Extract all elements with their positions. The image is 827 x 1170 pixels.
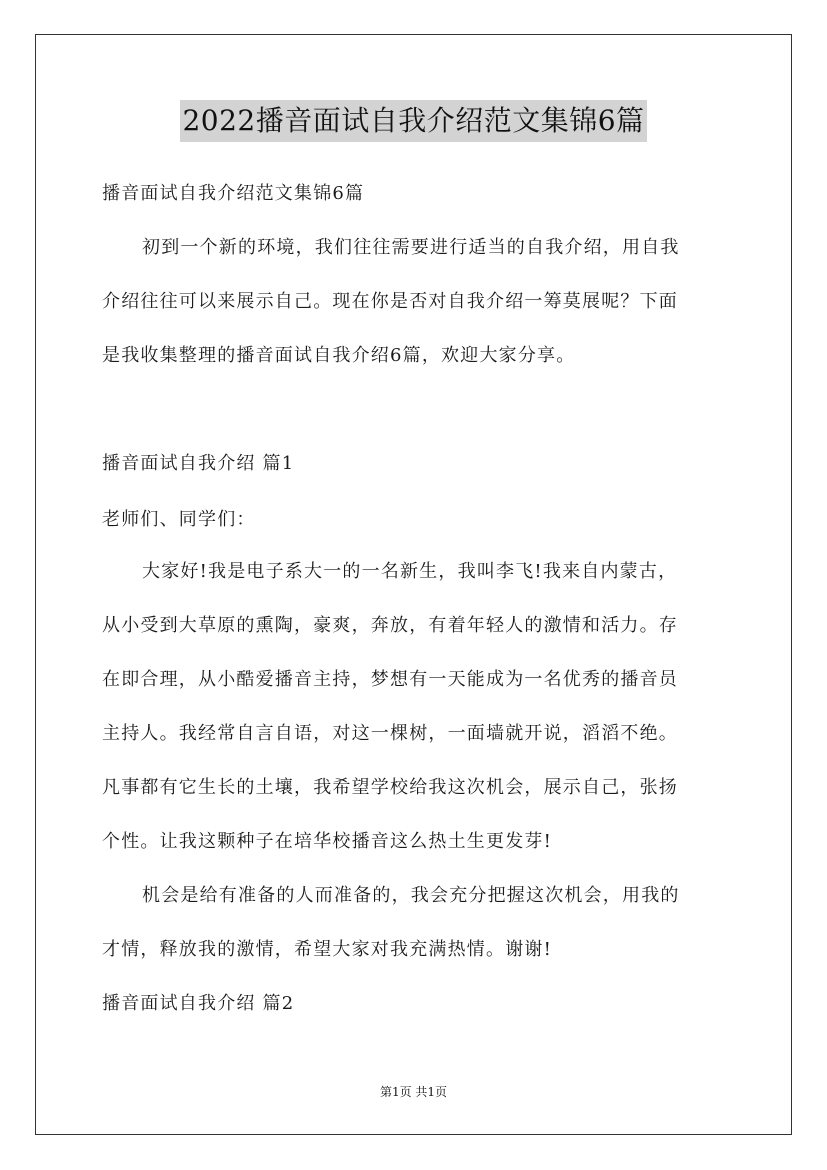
subtitle-line: 播音面试自我介绍范文集锦6篇	[102, 183, 365, 204]
body-paragraph-1-line-4: 主持人。我经常自言自语，对这一棵树，一面墙就开说，滔滔不绝。	[102, 723, 678, 744]
body-paragraph-1-line-2: 从小受到大草原的熏陶，豪爽，奔放，有着年轻人的激情和活力。存	[102, 615, 678, 636]
body-paragraph-1-line-5: 凡事都有它生长的土壤，我希望学校给我这次机会，展示自己，张扬	[102, 777, 678, 798]
body-paragraph-1-line-3: 在即合理，从小酷爱播音主持，梦想有一天能成为一名优秀的播音员	[102, 669, 678, 690]
document-title: 2022播音面试自我介绍范文集锦6篇	[180, 100, 646, 142]
body-paragraph-2-line-2: 才情，释放我的激情，希望大家对我充满热情。谢谢!	[102, 939, 553, 960]
section-heading-1: 播音面试自我介绍 篇1	[102, 453, 295, 474]
intro-paragraph-line-2: 介绍往往可以来展示自己。现在你是否对自我介绍一筹莫展呢？下面	[102, 291, 678, 312]
page-footer: 第1页 共1页	[379, 1085, 448, 1099]
body-paragraph-1-line-1: 大家好!我是电子系大一的一名新生，我叫李飞!我来自内蒙古，	[142, 561, 678, 582]
body-paragraph-1-line-6: 个性。让我这颗种子在培华校播音这么热土生更发芽!	[102, 831, 553, 852]
body-paragraph-2-line-1: 机会是给有准备的人而准备的，我会充分把握这次机会，用我的	[142, 885, 680, 906]
title-container	[0, 100, 827, 142]
intro-paragraph-line-1: 初到一个新的环境，我们往往需要进行适当的自我介绍，用自我	[142, 237, 680, 258]
intro-paragraph-line-3: 是我收集整理的播音面试自我介绍6篇，欢迎大家分享。	[102, 345, 576, 366]
section-heading-2: 播音面试自我介绍 篇2	[102, 993, 295, 1014]
greeting-line: 老师们、同学们：	[102, 509, 256, 530]
